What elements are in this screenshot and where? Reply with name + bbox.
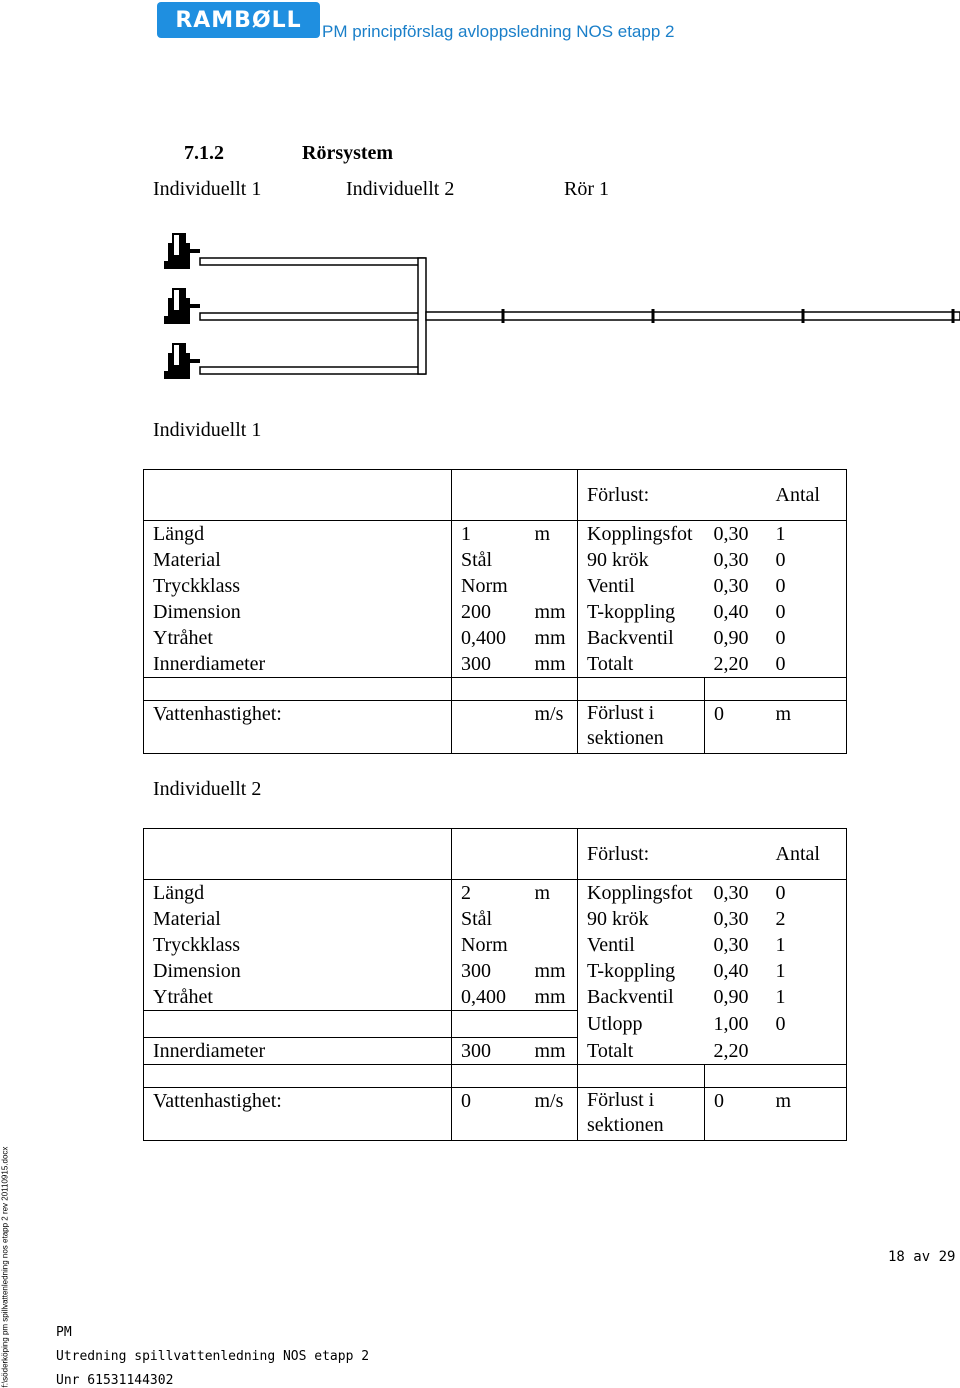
table-cell: Stål — [452, 906, 526, 932]
table-cell: 0 — [767, 625, 847, 651]
table-cell: Backventil — [578, 625, 705, 651]
section-loss-unit: m — [767, 1088, 847, 1141]
table-cell — [526, 547, 578, 573]
table-cell: mm — [534, 986, 566, 1008]
label-individuellt-2: Individuellt 2 — [346, 178, 455, 200]
table-cell: 0,400 — [452, 625, 526, 651]
branch-pipes — [200, 258, 426, 374]
pipe-system-diagram — [160, 225, 960, 385]
table-cell: Totalt — [578, 1038, 705, 1065]
table-cell: Ventil — [578, 573, 705, 599]
table-cell: 2 — [452, 880, 526, 907]
table-cell: m — [534, 523, 551, 545]
ramboll-logo: RAMBØLL — [157, 2, 320, 38]
velocity-value — [452, 701, 526, 754]
table-cell: m — [534, 882, 551, 904]
table-cell: 2 — [767, 906, 847, 932]
table-cell: T-koppling — [578, 599, 705, 625]
pump-icon — [164, 233, 200, 269]
table-cell — [452, 1011, 526, 1038]
table-cell: Dimension — [144, 958, 452, 984]
table-cell: 0,400 — [452, 984, 526, 1011]
table-cell: Ventil — [578, 932, 705, 958]
table-cell: 1 — [452, 521, 526, 548]
velocity-label: Vattenhastighet: — [144, 701, 452, 754]
section-loss-label: Förlust i sektionen — [578, 701, 705, 754]
table-cell: 90 krök — [578, 547, 705, 573]
table-cell: 0,90 — [713, 627, 749, 649]
table-cell: Norm — [452, 932, 526, 958]
table-cell: 1 — [767, 932, 847, 958]
table-cell: 1 — [767, 984, 847, 1011]
table-cell — [526, 1011, 578, 1038]
table2-caption: Individuellt 2 — [153, 778, 262, 800]
table-cell — [526, 932, 578, 958]
table-cell: Norm — [452, 573, 526, 599]
label-ror-1: Rör 1 — [564, 178, 609, 200]
table-individuellt-1 — [143, 469, 847, 754]
table-cell — [767, 1038, 847, 1065]
count-header: Antal — [767, 470, 847, 521]
footer-unr: Unr 61531144302 — [56, 1373, 174, 1388]
table1-caption: Individuellt 1 — [153, 419, 262, 441]
table-cell: 0 — [767, 573, 847, 599]
table-cell: 0,30 — [713, 882, 749, 904]
table-cell: 1,00 — [713, 1012, 749, 1035]
table-cell: 1 — [767, 958, 847, 984]
table-cell: Tryckklass — [144, 573, 452, 599]
table-cell — [526, 573, 578, 599]
file-path: f:\söderköping pm spillvattenledning nos etapp 2 rev 20110915.docx — [0, 1146, 10, 1388]
table-cell: 0,40 — [713, 601, 749, 623]
page-number: 18 av 29 — [888, 1249, 956, 1265]
table-cell: mm — [534, 627, 566, 649]
pump-icon — [164, 343, 200, 379]
footer-subtitle: Utredning spillvattenledning NOS etapp 2 — [56, 1349, 370, 1364]
section-loss-value: 0 — [705, 1088, 767, 1141]
table-cell: Ytråhet — [144, 984, 452, 1011]
table-cell: 0,30 — [713, 523, 749, 545]
table-cell: 0,40 — [713, 960, 749, 982]
table-cell: 1 — [767, 521, 847, 548]
pump-icon — [164, 288, 200, 324]
document-title: PM principförslag avloppsledning NOS etapp 2 — [322, 22, 675, 41]
table-cell: Backventil — [578, 984, 705, 1011]
table-cell: Tryckklass — [144, 932, 452, 958]
table-cell: Längd — [144, 880, 452, 907]
section-title: Rörsystem — [302, 142, 394, 164]
section-loss-label: Förlust i sektionen — [578, 1088, 705, 1141]
table-cell: 300 — [452, 651, 526, 678]
table-cell: 0,30 — [713, 575, 749, 597]
velocity-label: Vattenhastighet: — [144, 1088, 452, 1141]
table-cell: mm — [526, 651, 578, 678]
velocity-unit: m/s — [526, 701, 578, 754]
table-cell: 0 — [767, 547, 847, 573]
table-cell: 90 krök — [578, 906, 705, 932]
table-cell: Kopplingsfot — [578, 880, 705, 907]
table-cell: 200 — [452, 599, 526, 625]
table-cell: Totalt — [578, 651, 705, 678]
table-cell — [526, 906, 578, 932]
loss-header: Förlust: — [578, 470, 705, 521]
table-cell: Stål — [452, 547, 526, 573]
table-individuellt-2 — [143, 828, 847, 1141]
table-cell: 0 — [767, 599, 847, 625]
table-cell: 300 — [452, 958, 526, 984]
table-cell: Innerdiameter — [144, 651, 452, 678]
table-cell: 0,30 — [713, 908, 749, 930]
table-cell — [144, 1011, 452, 1038]
table-cell: Dimension — [144, 599, 452, 625]
table-cell: 0,30 — [713, 549, 749, 571]
table-cell: Utlopp — [578, 1011, 705, 1038]
table-cell: 300 — [452, 1038, 526, 1065]
table-cell: 2,20 — [705, 651, 767, 678]
table-cell: 0 — [767, 651, 847, 678]
count-header: Antal — [767, 829, 847, 880]
table-cell: Kopplingsfot — [578, 521, 705, 548]
section-loss-unit: m — [767, 701, 847, 754]
table-cell: 2,20 — [705, 1038, 767, 1065]
table-cell: Längd — [144, 521, 452, 548]
footer-pm: PM — [56, 1325, 72, 1340]
table-cell: Innerdiameter — [144, 1038, 452, 1065]
table-cell: mm — [534, 960, 566, 982]
velocity-value: 0 — [452, 1088, 526, 1141]
main-pipe — [426, 312, 960, 320]
table-cell: 0 — [767, 880, 847, 907]
table-cell: mm — [526, 1038, 578, 1065]
label-individuellt-1: Individuellt 1 — [153, 178, 262, 200]
section-number: 7.1.2 — [184, 142, 224, 164]
table-cell: 0 — [767, 1011, 847, 1038]
table-cell: T-koppling — [578, 958, 705, 984]
table-cell: Material — [144, 547, 452, 573]
velocity-unit: m/s — [526, 1088, 578, 1141]
table-cell: 0,30 — [713, 934, 749, 956]
table-cell: mm — [534, 601, 566, 623]
table-cell: Ytråhet — [144, 625, 452, 651]
section-loss-value: 0 — [705, 701, 767, 754]
table-cell: Material — [144, 906, 452, 932]
loss-header: Förlust: — [578, 829, 705, 880]
table-cell: 0,90 — [713, 986, 749, 1008]
